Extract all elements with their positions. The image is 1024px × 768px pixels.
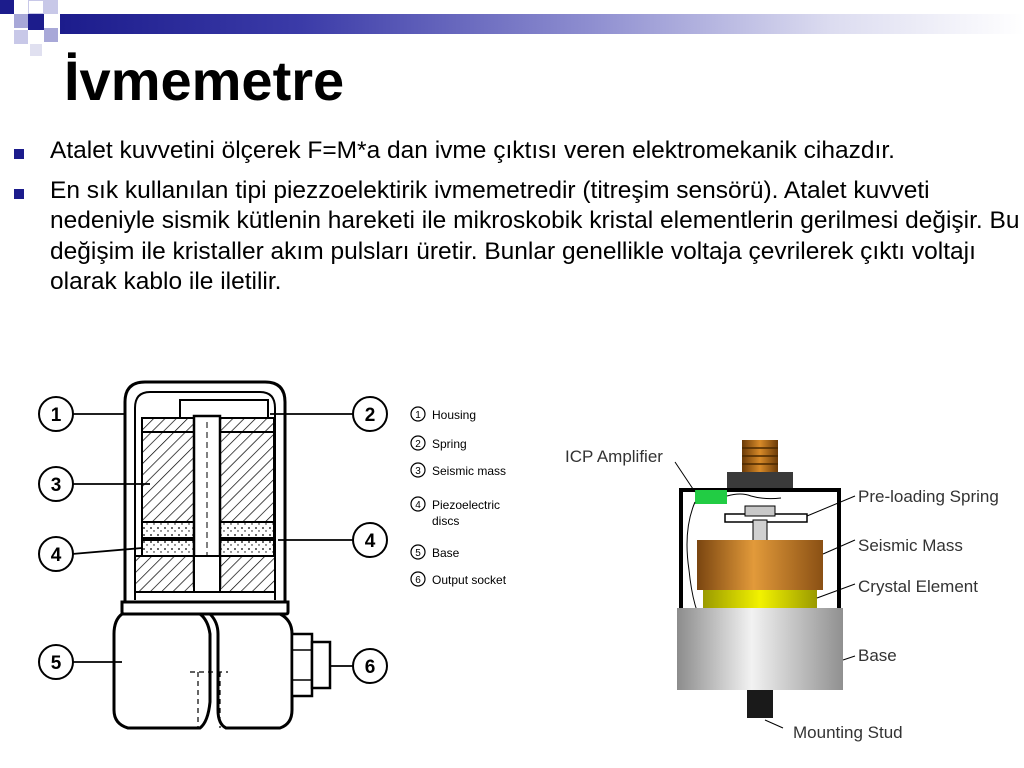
legend-num: 2 bbox=[415, 439, 421, 450]
legend-item-output-socket bbox=[411, 572, 507, 587]
legend-label: Base bbox=[432, 546, 460, 560]
label-base: Base bbox=[858, 646, 897, 665]
bullet-list bbox=[14, 136, 1020, 307]
callout-label: 1 bbox=[50, 405, 62, 426]
legend-item-seismic-mass bbox=[411, 463, 506, 478]
legend-item-piezoelectric-discs bbox=[411, 497, 500, 528]
bullet-text: En sık kullanılan tipi piezzoelektirik ivmemetredir (titreşim sensörü). Atalet kuvveti nedeniyle sismik kütlenin hareketi ile mikroskobik kristal elementlerin gerilmesi değişir. Bu değişim ile kristaller akım pulsları üretir. Bunlar genellikle voltaja çevrilerek çıktı voltajı olarak kablo ile iletilir. bbox=[50, 176, 1020, 295]
bullet-square-icon bbox=[14, 149, 24, 159]
legend bbox=[411, 407, 507, 587]
callout-4-right bbox=[353, 523, 387, 557]
callout-2 bbox=[353, 397, 387, 431]
output-socket-part bbox=[292, 634, 330, 696]
callout-label: 3 bbox=[50, 475, 62, 496]
callout-label: 4 bbox=[50, 545, 62, 566]
callout-1 bbox=[39, 397, 73, 431]
deco-square-2 bbox=[14, 14, 28, 28]
deco-square-3 bbox=[28, 0, 44, 14]
bullet-text: Atalet kuvvetini ölçerek F=M*a dan ivme çıktısı veren elektromekanik cihazdır. bbox=[50, 137, 895, 164]
callout-3 bbox=[39, 467, 73, 501]
bullet-item bbox=[14, 176, 1020, 298]
bullet-square-icon bbox=[14, 189, 24, 199]
legend-num: 1 bbox=[415, 410, 421, 421]
base-part bbox=[114, 556, 292, 728]
label-mounting-stud: Mounting Stud bbox=[793, 723, 903, 742]
callout-label: 2 bbox=[364, 405, 376, 426]
legend-num: 4 bbox=[415, 500, 421, 511]
accelerometer-cross-section-diagram bbox=[30, 372, 515, 742]
legend-num: 6 bbox=[415, 575, 421, 586]
deco-square-8 bbox=[30, 44, 42, 56]
deco-square-4 bbox=[44, 0, 58, 14]
deco-square-1 bbox=[0, 0, 14, 14]
label-seismic-mass: Seismic Mass bbox=[858, 536, 963, 555]
base-part bbox=[677, 608, 843, 690]
mounting-stud-part bbox=[747, 690, 773, 718]
legend-item-base bbox=[411, 545, 460, 560]
callout-4-left bbox=[39, 537, 73, 571]
seismic-mass-part bbox=[697, 540, 823, 590]
legend-label: Output socket bbox=[432, 573, 507, 587]
legend-item-housing bbox=[411, 407, 476, 422]
legend-item-spring bbox=[411, 436, 467, 451]
label-icp-amplifier: ICP Amplifier bbox=[565, 447, 663, 466]
slide-title: İvmemetre bbox=[64, 49, 345, 112]
callout-6 bbox=[353, 649, 387, 683]
label-preloading-spring: Pre-loading Spring bbox=[858, 487, 999, 506]
legend-label: Piezoelectric bbox=[432, 498, 501, 512]
label-crystal-element: Crystal Element bbox=[858, 577, 978, 596]
callout-label: 6 bbox=[364, 657, 376, 678]
legend-label: Housing bbox=[432, 408, 477, 422]
callout-5 bbox=[39, 645, 73, 679]
legend-label-line2: discs bbox=[432, 514, 460, 528]
deco-square-6 bbox=[14, 30, 28, 44]
callout-label: 4 bbox=[364, 531, 376, 552]
header-gradient-bar bbox=[60, 14, 1024, 34]
connector-part bbox=[727, 440, 793, 492]
legend-label: Seismic mass bbox=[432, 464, 507, 478]
bullet-item bbox=[14, 136, 1020, 167]
icp-accelerometer-diagram bbox=[555, 430, 1020, 750]
legend-num: 5 bbox=[415, 548, 421, 559]
deco-square-5 bbox=[28, 14, 44, 30]
legend-label: Spring bbox=[432, 437, 467, 451]
legend-num: 3 bbox=[415, 466, 421, 477]
deco-square-7 bbox=[44, 28, 58, 42]
callout-label: 5 bbox=[50, 653, 62, 674]
crystal-element-part bbox=[703, 590, 817, 608]
